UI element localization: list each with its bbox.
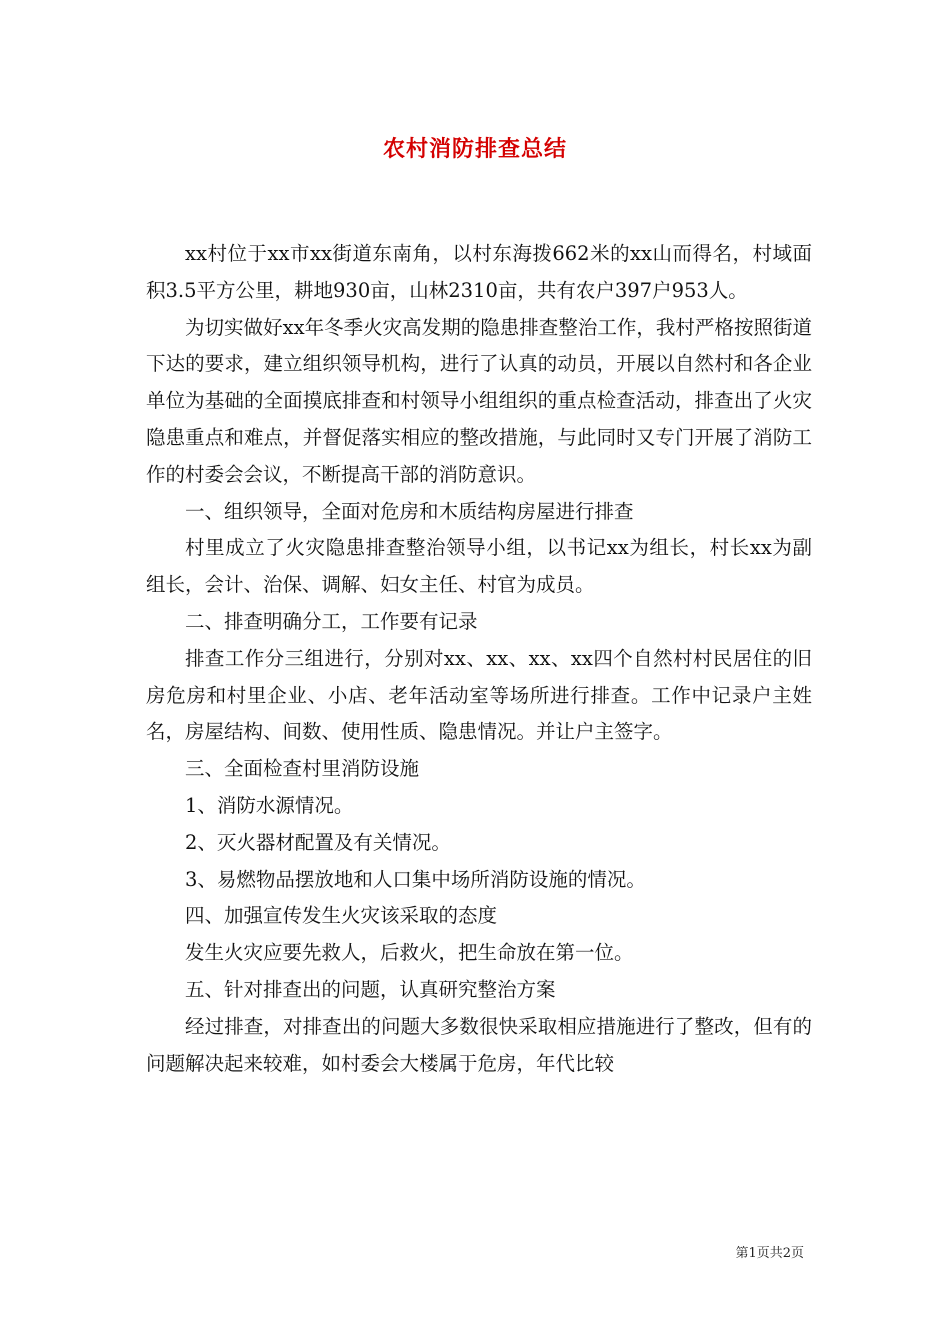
paragraph-intro: xx村位于xx市xx街道东南角，以村东海拨662米的xx山而得名，村域面积3.5平方公里，耕地930亩，山林2310亩，共有农户397户953人。 (146, 242, 812, 302)
list-item-1: 1、消防水源情况。 (185, 793, 354, 817)
page-number: 第1页共2页 (735, 1246, 804, 1261)
paragraph-overview: 为切实做好xx年冬季火灾高发期的隐患排查整治工作，我村严格按照街道下达的要求，建立组织领导机构，进行了认真的动员，开展以自然村和各企业单位为基础的全面摸底排查和村领导小组组织的重点检查活动，排查出了火灾隐患重点和难点，并督促落实相应的整改措施，与此同时又专门开展了消防工作的村委会会议，不断提高干部的消防意识。 (146, 315, 812, 486)
document-body (146, 236, 812, 1082)
section-heading-4: 四、加强宣传发生火灾该采取的态度 (185, 904, 498, 928)
paragraph-section-4: 发生火灾应要先救人，后救火，把生命放在第一位。 (185, 941, 634, 965)
section-heading-1: 一、组织领导，全面对危房和木质结构房屋进行排查 (185, 499, 634, 523)
paragraph-section-5: 经过排查，对排查出的问题大多数很快采取相应措施进行了整改，但有的问题解决起来较难，如村委会大楼属于危房，年代比较 (146, 1014, 812, 1075)
paragraph-section-1: 村里成立了火灾隐患排查整治领导小组，以书记xx为组长，村长xx为副组长，会计、治保、调解、妇女主任、村官为成员。 (146, 536, 812, 597)
list-item-2: 2、灭火器材配置及有关情况。 (185, 830, 451, 854)
document-title: 农村消防排查总结 (382, 136, 567, 162)
section-heading-5: 五、针对排查出的问题，认真研究整治方案 (185, 977, 556, 1001)
list-item-3: 3、易燃物品摆放地和人口集中场所消防设施的情况。 (185, 867, 646, 891)
section-heading-3: 三、全面检查村里消防设施 (185, 757, 420, 781)
paragraph-section-2: 排查工作分三组进行，分别对xx、xx、xx、xx四个自然村村民居住的旧房危房和村里企业、小店、老年活动室等场所进行排查。工作中记录户主姓名，房屋结构、间数、使用性质、隐患情况。并让户主签字。 (146, 646, 812, 744)
section-heading-2: 二、排查明确分工，工作要有记录 (185, 609, 478, 633)
